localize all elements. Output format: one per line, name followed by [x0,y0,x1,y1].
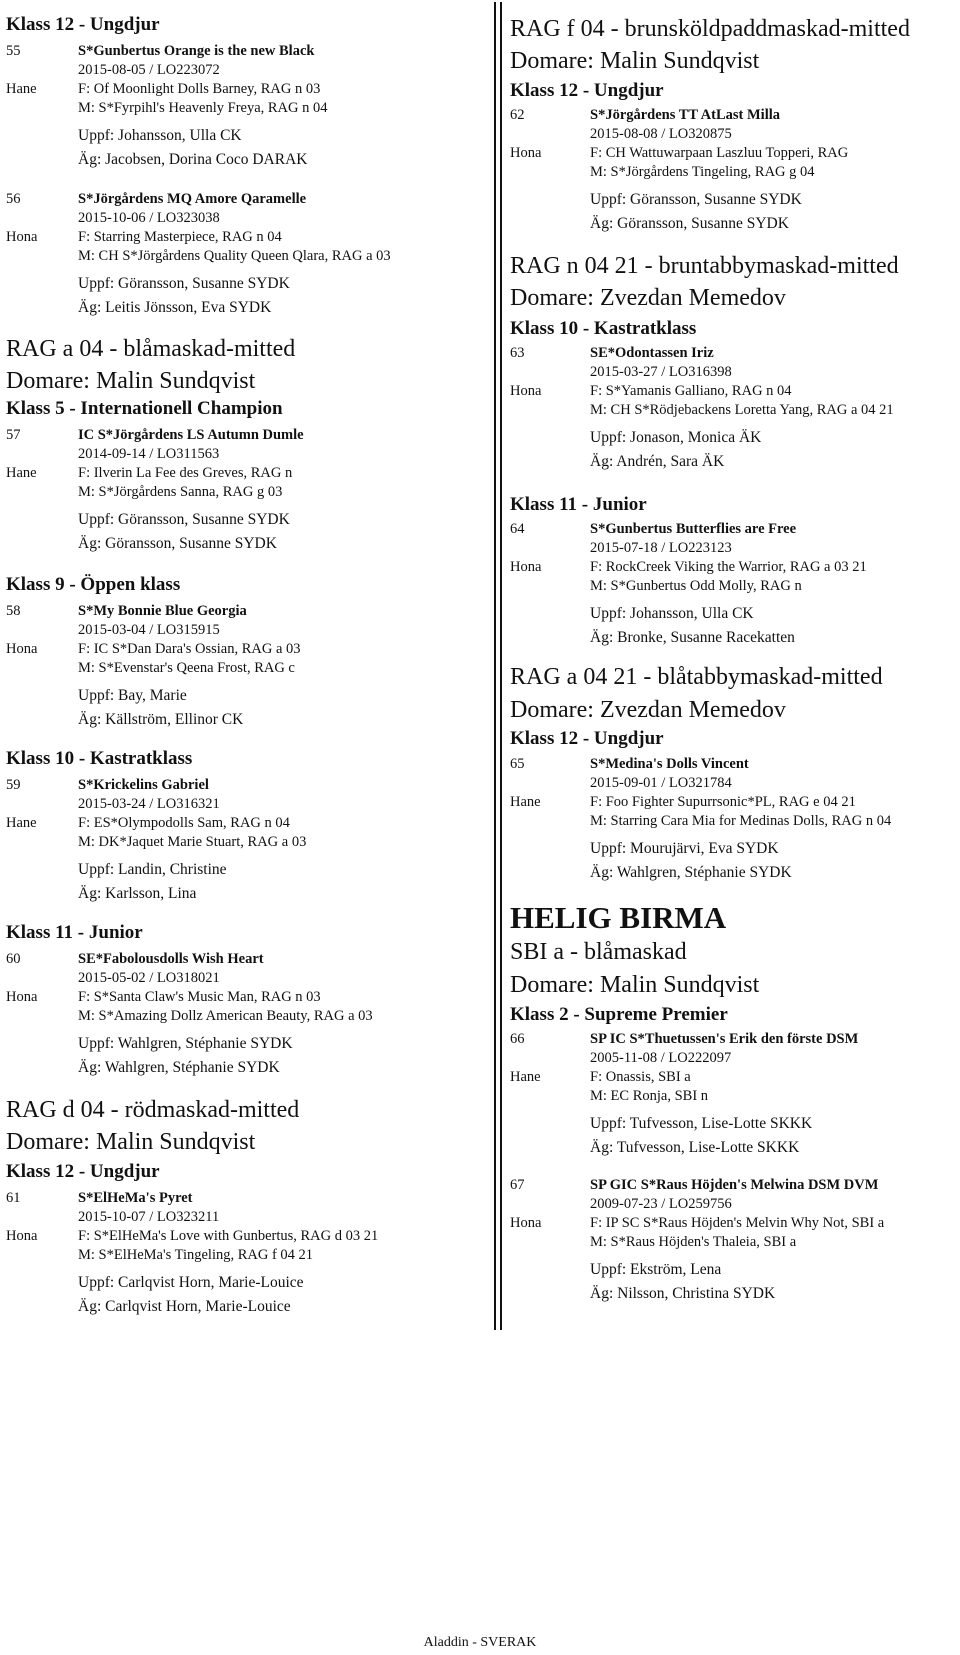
birth-reg: 2015-03-04 / LO315915 [78,622,220,638]
cat-name: S*Gunbertus Butterflies are Free [590,521,797,537]
mother: M: DK*Jaquet Marie Stuart, RAG a 03 [78,834,307,850]
breeder: Uppf: Carlqvist Horn, Marie-Louice [78,1274,304,1291]
mother: M: CH S*Rödjebackens Loretta Yang, RAG a 04 21 [590,402,894,418]
entry-63 [510,344,955,474]
color-heading: RAG a 04 21 - blåtabbymaskad-mitted [510,664,883,690]
klass-heading: Klass 12 - Ungdjur [6,14,160,35]
mother: M: Starring Cara Mia for Medinas Dolls, RAG n 04 [590,813,892,829]
judge-heading: Domare: Malin Sundqvist [510,972,760,998]
color-heading: RAG a 04 - blåmaskad-mitted [6,336,296,362]
entry-number: 64 [510,521,525,537]
mother: M: S*Jörgårdens Sanna, RAG g 03 [78,484,283,500]
color-heading: RAG d 04 - rödmaskad-mitted [6,1097,300,1123]
father: F: RockCreek Viking the Warrior, RAG a 03 21 [590,559,867,575]
father: F: IP SC S*Raus Höjden's Melvin Why Not, SBI a [590,1215,885,1231]
birth-reg: 2015-05-02 / LO318021 [78,970,220,986]
birth-reg: 2009-07-23 / LO259756 [590,1196,732,1212]
owner: Äg: Andrén, Sara ÄK [590,453,725,470]
breeder: Uppf: Johansson, Ulla CK [590,605,754,622]
entry-number: 63 [510,345,525,361]
owner: Äg: Wahlgren, Stéphanie SYDK [590,864,792,881]
mother: M: S*Jörgårdens Tingeling, RAG g 04 [590,164,815,180]
mother: M: EC Ronja, SBI n [590,1088,709,1104]
owner: Äg: Nilsson, Christina SYDK [590,1285,776,1302]
owner: Äg: Källström, Ellinor CK [78,711,244,728]
cat-name: IC S*Jörgårdens LS Autumn Dumle [78,427,304,443]
mother: M: S*Raus Höjden's Thaleia, SBI a [590,1234,797,1250]
owner: Äg: Tufvesson, Lise-Lotte SKKK [590,1139,800,1156]
entry-61 [6,1189,476,1319]
mother: M: S*Evenstar's Qeena Frost, RAG c [78,660,295,676]
klass-heading: Klass 12 - Ungdjur [510,80,664,101]
birth-reg: 2015-08-05 / LO223072 [78,62,220,78]
entry-number: 67 [510,1177,525,1193]
cat-name: S*Medina's Dolls Vincent [590,756,749,772]
breeder: Uppf: Göransson, Susanne SYDK [78,511,290,528]
mother: M: S*Fyrpihl's Heavenly Freya, RAG n 04 [78,100,328,116]
sex: Hane [6,81,37,97]
entry-number: 58 [6,603,21,619]
sex: Hona [6,989,38,1005]
owner: Äg: Göransson, Susanne SYDK [78,535,277,552]
owner: Äg: Wahlgren, Stéphanie SYDK [78,1059,280,1076]
father: F: Of Moonlight Dolls Barney, RAG n 03 [78,81,321,97]
klass-heading: Klass 2 - Supreme Premier [510,1004,728,1025]
klass-heading: Klass 12 - Ungdjur [510,728,664,749]
breeder: Uppf: Mourujärvi, Eva SYDK [590,840,779,857]
owner: Äg: Bronke, Susanne Racekatten [590,629,795,646]
judge-heading: Domare: Malin Sundqvist [510,48,760,74]
column-divider [494,2,502,1330]
cat-name: S*ElHeMa's Pyret [78,1190,193,1206]
owner: Äg: Jacobsen, Dorina Coco DARAK [78,151,308,168]
birth-reg: 2015-10-07 / LO323211 [78,1209,220,1225]
sex: Hona [510,145,542,161]
entry-number: 65 [510,756,525,772]
entry-number: 66 [510,1031,525,1047]
page-footer: Aladdin - SVERAK [423,1635,537,1650]
sex: Hona [6,1228,38,1244]
owner: Äg: Carlqvist Horn, Marie-Louice [78,1298,291,1315]
klass-heading: Klass 12 - Ungdjur [6,1161,160,1182]
entry-60 [6,950,476,1080]
entry-65 [510,755,955,885]
father: F: CH Wattuwarpaan Laszluu Topperi, RAG [590,145,849,161]
birth-reg: 2015-10-06 / LO323038 [78,210,220,226]
sex: Hona [6,641,38,657]
color-heading: SBI a - blåmaskad [510,939,687,965]
breeder: Uppf: Johansson, Ulla CK [78,127,242,144]
cat-name: S*My Bonnie Blue Georgia [78,603,247,619]
klass-heading: Klass 11 - Junior [510,494,647,515]
klass-heading: Klass 10 - Kastratklass [6,748,193,769]
breeder: Uppf: Göransson, Susanne SYDK [590,191,802,208]
birth-reg: 2015-03-27 / LO316398 [590,364,732,380]
sex: Hona [510,1215,542,1231]
birth-reg: 2014-09-14 / LO311563 [78,446,220,462]
entry-59 [6,776,476,906]
mother: M: S*Gunbertus Odd Molly, RAG n [590,578,802,594]
breed-heading: HELIG BIRMA [510,900,727,935]
entry-number: 61 [6,1190,21,1206]
sex: Hona [6,229,38,245]
entry-number: 59 [6,777,21,793]
breeder: Uppf: Wahlgren, Stéphanie SYDK [78,1035,293,1052]
father: F: Starring Masterpiece, RAG n 04 [78,229,282,245]
breeder: Uppf: Jonason, Monica ÄK [590,429,762,446]
color-heading: RAG n 04 21 - bruntabbymaskad-mitted [510,253,899,279]
sex: Hane [6,815,37,831]
klass-heading: Klass 5 - Internationell Champion [6,398,283,419]
breeder: Uppf: Tufvesson, Lise-Lotte SKKK [590,1115,813,1132]
father: F: Foo Fighter Supurrsonic*PL, RAG e 04 21 [590,794,856,810]
owner: Äg: Leitis Jönsson, Eva SYDK [78,299,272,316]
entry-58 [6,602,476,732]
klass-heading: Klass 9 - Öppen klass [6,574,181,595]
owner: Äg: Göransson, Susanne SYDK [590,215,789,232]
breeder: Uppf: Göransson, Susanne SYDK [78,275,290,292]
judge-heading: Domare: Malin Sundqvist [6,1129,256,1155]
cat-name: S*Krickelins Gabriel [78,777,209,793]
breeder: Uppf: Landin, Christine [78,861,227,878]
cat-name: SE*Fabolousdolls Wish Heart [78,951,264,967]
father: F: Ilverin La Fee des Greves, RAG n [78,465,293,481]
owner: Äg: Karlsson, Lina [78,885,197,902]
sex: Hona [510,559,542,575]
breeder: Uppf: Bay, Marie [78,687,187,704]
entry-number: 56 [6,191,21,207]
cat-name: SE*Odontassen Iriz [590,345,714,361]
mother: M: S*ElHeMa's Tingeling, RAG f 04 21 [78,1247,314,1263]
sex: Hane [510,794,541,810]
judge-heading: Domare: Malin Sundqvist [6,368,256,394]
klass-heading: Klass 11 - Junior [6,922,143,943]
father: F: S*Yamanis Galliano, RAG n 04 [590,383,792,399]
entry-62 [510,106,955,236]
birth-reg: 2005-11-08 / LO222097 [590,1050,732,1066]
cat-name: SP GIC S*Raus Höjden's Melwina DSM DVM [590,1177,879,1193]
entry-number: 60 [6,951,21,967]
birth-reg: 2015-09-01 / LO321784 [590,775,732,791]
klass-heading: Klass 10 - Kastratklass [510,318,697,339]
judge-heading: Domare: Zvezdan Memedov [510,697,786,723]
birth-reg: 2015-07-18 / LO223123 [590,540,732,556]
color-heading: RAG f 04 - brunsköldpaddmaskad-mitted [510,16,910,42]
entry-55 [6,42,476,172]
cat-name: S*Jörgårdens MQ Amore Qaramelle [78,191,307,207]
entry-57 [6,426,476,556]
sex: Hane [6,465,37,481]
entry-66 [510,1030,955,1160]
sex: Hane [510,1069,541,1085]
birth-reg: 2015-03-24 / LO316321 [78,796,220,812]
entry-64 [510,520,955,650]
father: F: S*Santa Claw's Music Man, RAG n 03 [78,989,321,1005]
entry-number: 62 [510,107,525,123]
birth-reg: 2015-08-08 / LO320875 [590,126,732,142]
father: F: ES*Olympodolls Sam, RAG n 04 [78,815,290,831]
father: F: S*ElHeMa's Love with Gunbertus, RAG d 03 21 [78,1228,379,1244]
entry-number: 55 [6,43,21,59]
father: F: Onassis, SBI a [590,1069,691,1085]
entry-number: 57 [6,427,21,443]
father: F: IC S*Dan Dara's Ossian, RAG a 03 [78,641,301,657]
judge-heading: Domare: Zvezdan Memedov [510,285,786,311]
cat-name: S*Gunbertus Orange is the new Black [78,43,315,59]
cat-name: S*Jörgårdens TT AtLast Milla [590,107,781,123]
mother: M: S*Amazing Dollz American Beauty, RAG a 03 [78,1008,373,1024]
cat-name: SP IC S*Thuetussen's Erik den förste DSM [590,1031,859,1047]
mother: M: CH S*Jörgårdens Quality Queen Qlara, RAG a 03 [78,248,391,264]
entry-67 [510,1176,955,1306]
entry-56 [6,190,476,320]
breeder: Uppf: Ekström, Lena [590,1261,722,1278]
sex: Hona [510,383,542,399]
